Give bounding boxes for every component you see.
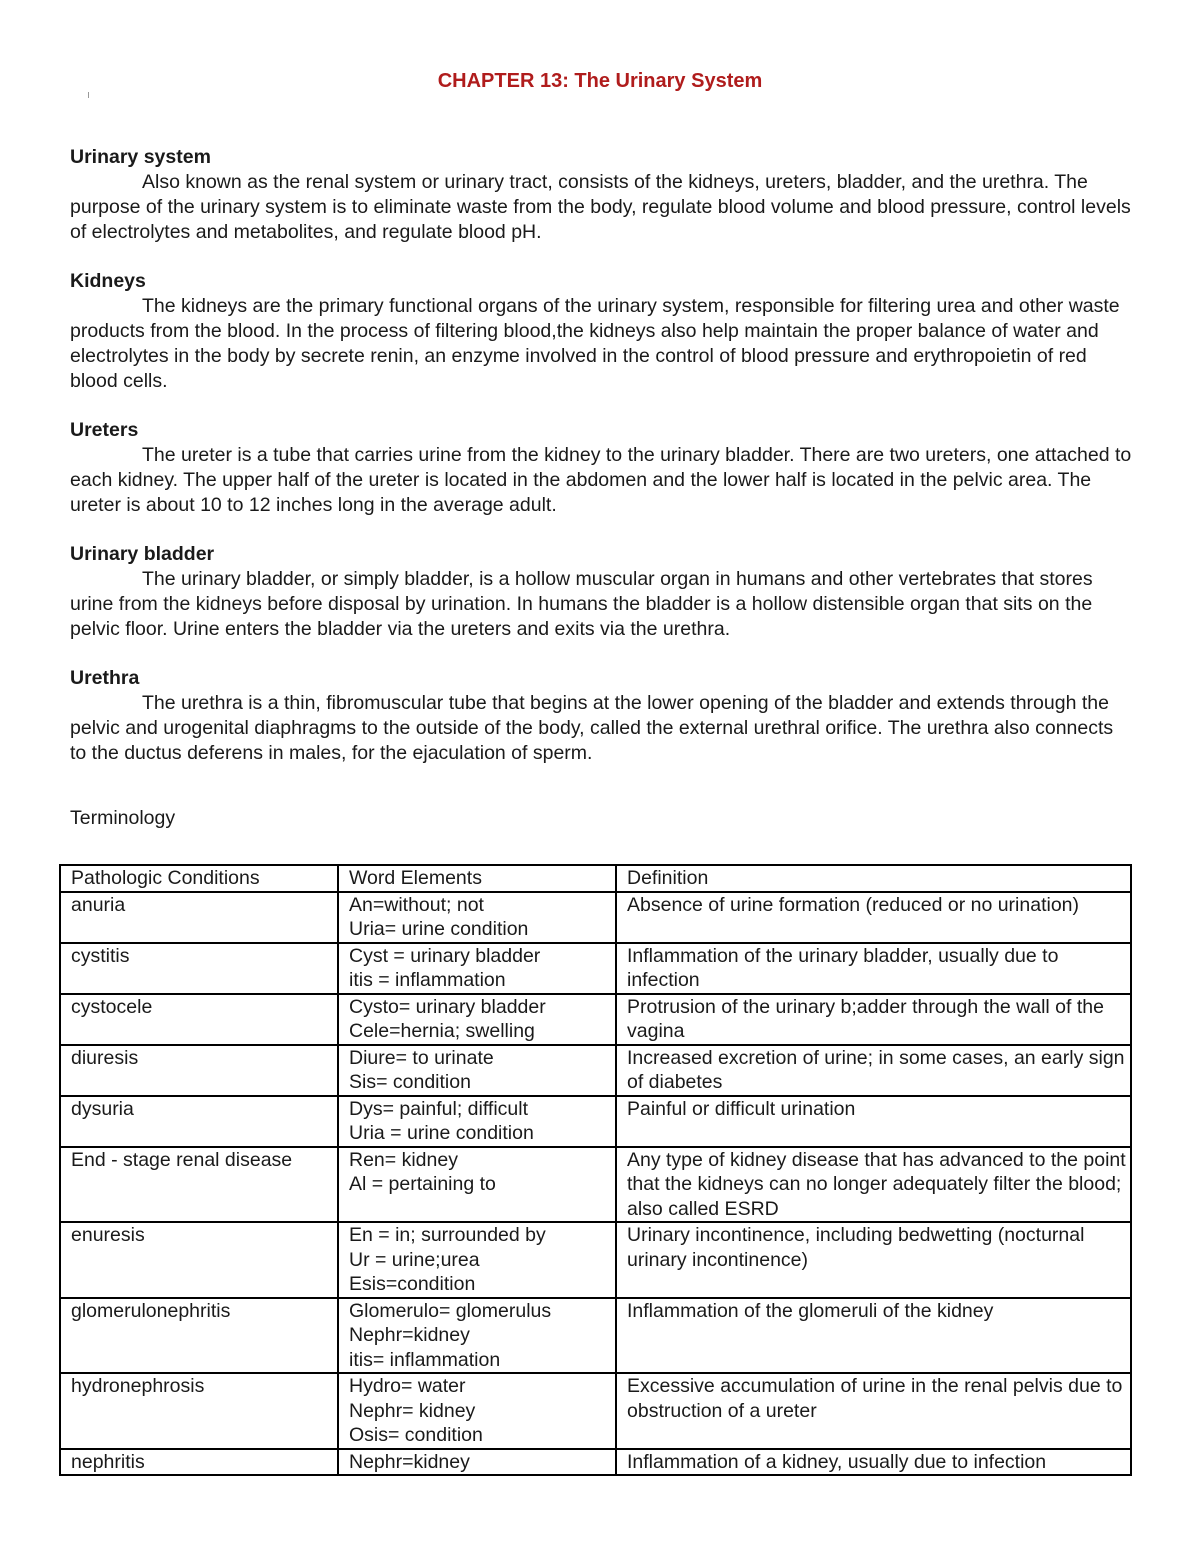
term-cell: End - stage renal disease xyxy=(60,1147,338,1223)
column-header: Pathologic Conditions xyxy=(60,865,338,892)
definition-cell: Increased excretion of urine; in some cases, an early sign of diabetes xyxy=(616,1045,1131,1096)
table-row xyxy=(60,994,1131,1045)
word-element: Al = pertaining to xyxy=(349,1173,496,1195)
word-elements-cell xyxy=(338,1373,616,1449)
word-element: Nephr= kidney xyxy=(349,1399,476,1422)
word-element: Hydro= water xyxy=(349,1375,466,1397)
word-elements-cell xyxy=(338,1449,616,1476)
column-header: Definition xyxy=(616,865,1131,892)
word-element: Osis= condition xyxy=(349,1424,483,1446)
word-elements-cell xyxy=(338,1045,616,1096)
body-content xyxy=(70,145,1132,831)
word-elements-cell xyxy=(338,1222,616,1298)
word-element: Ren= kidney xyxy=(349,1148,458,1171)
word-element: En = in; surrounded by xyxy=(349,1224,546,1246)
definition-cell: Inflammation of a kidney, usually due to infection xyxy=(616,1449,1131,1476)
section-kidneys xyxy=(70,269,1132,394)
section-text: Also known as the renal system or urinary tract, consists of the kidneys, ureters, bladder, and the urethra. The purpose of the urinary system is to eliminate waste from the body, regulate blood volume and blood pressure, control levels of electrolytes and metabolites, and regulate blood pH. xyxy=(70,171,1131,243)
section-urinary-bladder xyxy=(70,542,1132,642)
definition-cell: Protrusion of the urinary b;adder through the wall of the vagina xyxy=(616,994,1131,1045)
word-element: itis= inflammation xyxy=(349,1348,501,1371)
word-elements-cell xyxy=(338,943,616,994)
section-heading: Urinary system xyxy=(70,146,211,168)
definition-cell: Painful or difficult urination xyxy=(616,1096,1131,1147)
section-heading: Urinary bladder xyxy=(70,543,215,565)
word-elements-cell xyxy=(338,1298,616,1374)
definition-cell: Urinary incontinence, including bedwetting (nocturnal urinary incontinence) xyxy=(616,1222,1131,1298)
terminology-label: Terminology xyxy=(70,807,176,829)
definition-cell: Inflammation of the glomeruli of the kidney xyxy=(616,1298,1131,1374)
word-element: itis = inflammation xyxy=(349,969,506,991)
word-element: Uria= urine condition xyxy=(349,918,529,940)
table-row xyxy=(60,1298,1131,1374)
table-header-row xyxy=(60,865,1131,892)
word-element: Uria = urine condition xyxy=(349,1122,534,1144)
section-heading: Kidneys xyxy=(70,270,146,292)
word-element: Esis=condition xyxy=(349,1273,476,1295)
word-elements-cell xyxy=(338,892,616,943)
table-row xyxy=(60,1147,1131,1223)
definition-cell: Inflammation of the urinary bladder, usually due to infection xyxy=(616,943,1131,994)
word-element: Dys= painful; difficult xyxy=(349,1097,529,1120)
section-heading: Urethra xyxy=(70,667,140,689)
terminology-table xyxy=(59,864,1132,1476)
column-header: Word Elements xyxy=(338,865,616,892)
term-cell: enuresis xyxy=(60,1222,338,1298)
word-element: Cysto= urinary bladder xyxy=(349,995,546,1018)
table-row xyxy=(60,1222,1131,1298)
word-element: An=without; not xyxy=(349,893,484,916)
term-cell: nephritis xyxy=(60,1449,338,1476)
section-heading: Ureters xyxy=(70,419,139,441)
table-row xyxy=(60,943,1131,994)
table-row xyxy=(60,1045,1131,1096)
term-cell: glomerulonephritis xyxy=(60,1298,338,1374)
word-element: Cyst = urinary bladder xyxy=(349,944,541,967)
term-cell: hydronephrosis xyxy=(60,1373,338,1449)
term-cell: diuresis xyxy=(60,1045,338,1096)
word-elements-cell xyxy=(338,1147,616,1223)
section-urethra xyxy=(70,666,1132,766)
word-elements-cell xyxy=(338,994,616,1045)
definition-cell: Any type of kidney disease that has advanced to the point that the kidneys can no longer adequately filter the blood; also called ESRD xyxy=(616,1147,1131,1223)
word-element: Glomerulo= glomerulus xyxy=(349,1299,552,1322)
word-element: Nephr=kidney xyxy=(349,1324,470,1346)
word-element: Sis= condition xyxy=(349,1071,471,1093)
word-element: Diure= to urinate xyxy=(349,1046,494,1069)
term-cell: cystocele xyxy=(60,994,338,1045)
table-row xyxy=(60,1096,1131,1147)
section-ureters xyxy=(70,418,1132,518)
word-element: Ur = urine;urea xyxy=(349,1248,480,1271)
term-cell: cystitis xyxy=(60,943,338,994)
word-element: Nephr=kidney xyxy=(349,1450,470,1473)
term-cell: dysuria xyxy=(60,1096,338,1147)
definition-cell: Absence of urine formation (reduced or no urination) xyxy=(616,892,1131,943)
section-text: The ureter is a tube that carries urine from the kidney to the urinary bladder. There are two ureters, one attached to each kidney. The upper half of the ureter is located in the abdomen and the lower half is located in the pelvic area. The ureter is about 10 to 12 inches long in the average adult. xyxy=(70,444,1132,516)
table-row xyxy=(60,1449,1131,1476)
chapter-title: CHAPTER 13: The Urinary System xyxy=(437,70,763,92)
section-text: The kidneys are the primary functional organs of the urinary system, responsible for filtering urea and other waste products from the blood. In the process of filtering blood,the kidneys also help maintain the proper balance of water and electrolytes in the body by secrete renin, an enzyme involved in the control of blood pressure and erythropoietin of red blood cells. xyxy=(70,295,1120,392)
table-row xyxy=(60,1373,1131,1449)
section-urinary-system xyxy=(70,145,1132,245)
word-element: Cele=hernia; swelling xyxy=(349,1020,535,1042)
word-elements-cell xyxy=(338,1096,616,1147)
definition-cell: Excessive accumulation of urine in the renal pelvis due to obstruction of a ureter xyxy=(616,1373,1131,1449)
section-text: The urinary bladder, or simply bladder, is a hollow muscular organ in humans and other vertebrates that stores urine from the kidneys before disposal by urination. In humans the bladder is a hollow distensible organ that sits on the pelvic floor. Urine enters the bladder via the ureters and exits via the urethra. xyxy=(70,568,1093,640)
term-cell: anuria xyxy=(60,892,338,943)
section-text: The urethra is a thin, fibromuscular tube that begins at the lower opening of the bladder and extends through the pelvic and urogenital diaphragms to the outside of the body, called the external urethral orifice. The urethra also connects to the ductus deferens in males, for the ejaculation of sperm. xyxy=(70,692,1114,764)
table-row xyxy=(60,892,1131,943)
